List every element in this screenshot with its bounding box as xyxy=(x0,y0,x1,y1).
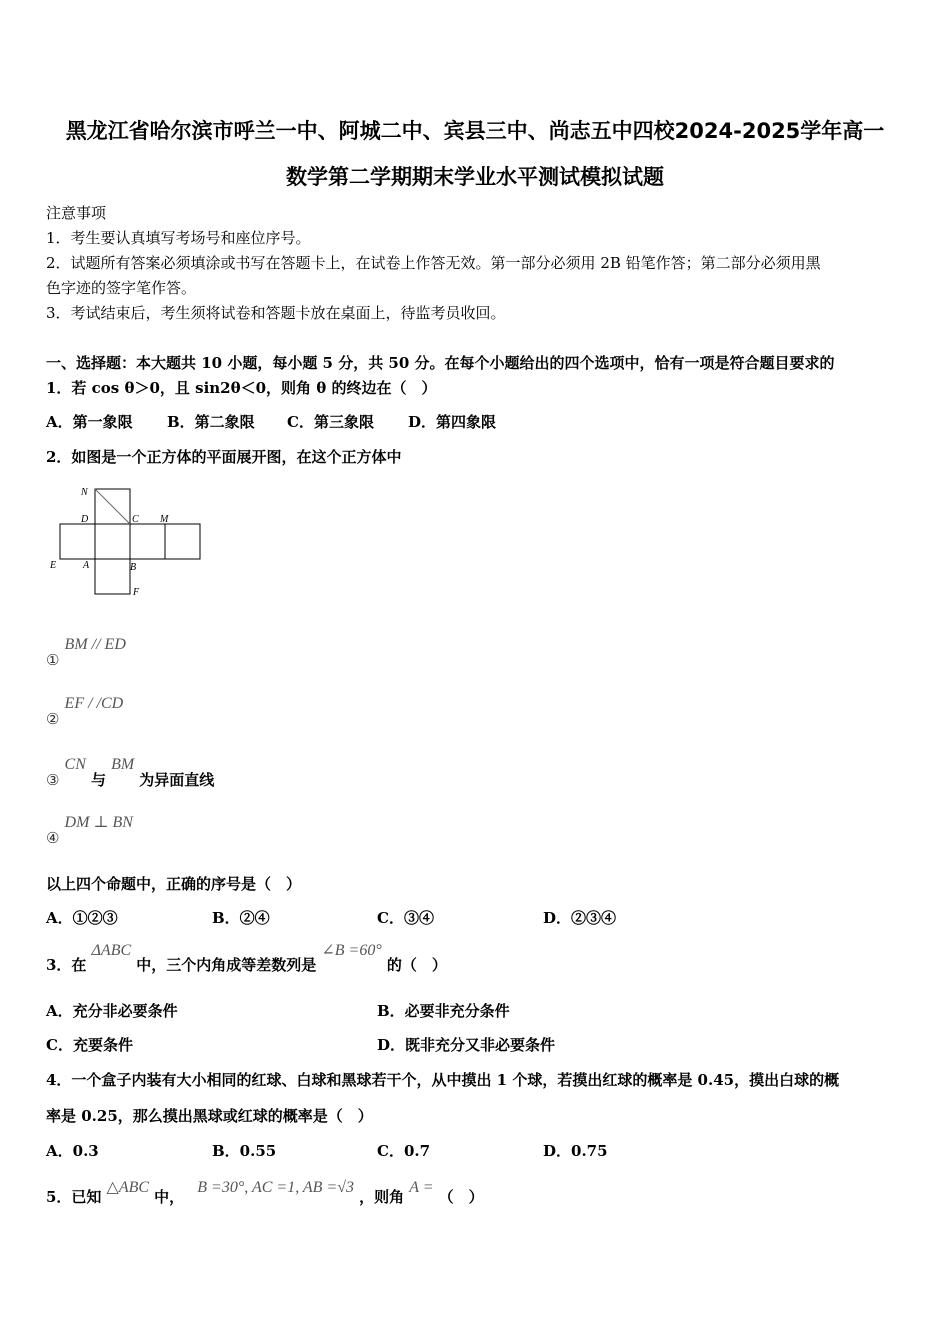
proposition-4 xyxy=(46,812,133,847)
prop-number: ④ xyxy=(46,829,60,847)
net-square xyxy=(130,524,165,559)
q3-math-angle: ∠B =60° xyxy=(321,942,382,959)
q2-ask: 以上四个命题中，正确的序号是（ ） xyxy=(46,875,302,893)
label-c: C xyxy=(132,514,139,525)
q5-post-2: （ ） xyxy=(438,1188,484,1206)
prop-math-2: BM xyxy=(111,756,135,773)
notice-item: 色字迹的签字笔作答。 xyxy=(46,279,197,297)
prop-number: ② xyxy=(46,710,60,728)
proposition-1 xyxy=(46,634,126,669)
label-n: N xyxy=(81,487,88,498)
proposition-3 xyxy=(46,753,215,789)
q5-math-given: B =30°, AC =1, AB =√3 xyxy=(197,1179,355,1196)
proposition-2 xyxy=(46,693,124,728)
q1-option-b: B．第二象限 xyxy=(167,413,255,431)
title-line-2: 数学第二学期期末学业水平测试模拟试题 xyxy=(286,165,664,189)
q3-mid: 中，三个内角成等差数列是 xyxy=(136,956,317,974)
prop-math: BM // ED xyxy=(64,636,126,653)
q3-pre: 3．在 xyxy=(46,956,87,974)
q2-stem: 2．如图是一个正方体的平面展开图，在这个正方体中 xyxy=(46,448,402,466)
q3-math-triangle: ΔABC xyxy=(91,942,132,959)
notice-item: 2．试题所有答案必须填涂或书写在答题卡上，在试卷上作答无效。第一部分必须用 2B 铅笔作答；第二部分必须用黑 xyxy=(46,254,821,272)
q3-post: 的（ ） xyxy=(386,956,447,974)
label-f: F xyxy=(133,587,140,598)
q1-option-a: A．第一象限 xyxy=(46,413,133,431)
cube-net-figure xyxy=(46,480,216,605)
q3-option-a: A．充分非必要条件 xyxy=(46,1002,178,1020)
q3-option-c: C．充要条件 xyxy=(46,1036,133,1054)
prop-number: ① xyxy=(46,651,60,669)
prop-math: DM ⊥ BN xyxy=(64,814,133,831)
label-b: B xyxy=(130,562,137,573)
q4-stem-line-1: 4．一个盒子内装有大小相同的红球、白球和黑球若干个，从中摸出 1 个球，若摸出红球的概率是 0.45，摸出白球的概 xyxy=(46,1071,840,1089)
prop-text: 为异面直线 xyxy=(139,771,215,789)
q2-option-a: A．①②③ xyxy=(46,909,118,927)
q5-math-triangle: △ABC xyxy=(106,1179,150,1196)
q5-mid: 中， xyxy=(154,1188,185,1206)
label-e: E xyxy=(50,560,57,571)
q4-option-d: D．0.75 xyxy=(543,1142,608,1160)
q1-option-c: C．第三象限 xyxy=(287,413,374,431)
q3-stem xyxy=(46,939,447,974)
diagonal-nc xyxy=(95,489,130,524)
q5-post-1: ，则角 xyxy=(359,1188,405,1206)
label-a: A xyxy=(83,560,90,571)
net-square xyxy=(95,524,130,559)
prop-math: CN xyxy=(64,756,86,773)
q5-pre: 5．已知 xyxy=(46,1188,102,1206)
q3-option-b: B．必要非充分条件 xyxy=(377,1002,510,1020)
label-m: M xyxy=(160,514,169,525)
q3-option-d: D．既非充分又非必要条件 xyxy=(377,1036,556,1054)
label-d: D xyxy=(81,514,89,525)
net-square xyxy=(95,559,130,594)
title-line-1: 黑龙江省哈尔滨市呼兰一中、阿城二中、宾县三中、尚志五中四校2024-2025学年高一 xyxy=(65,119,885,143)
prop-connector: 与 xyxy=(90,771,106,789)
q2-option-b: B．②④ xyxy=(212,909,270,927)
notice-heading: 注意事项 xyxy=(46,204,107,222)
net-square xyxy=(165,524,200,559)
q4-option-b: B．0.55 xyxy=(212,1142,277,1160)
q2-option-d: D．②③④ xyxy=(543,909,617,927)
section-heading: 一、选择题：本大题共 10 小题，每小题 5 分，共 50 分。在每个小题给出的四个选项中，恰有一项是符合题目要求的 xyxy=(46,354,835,372)
q1-option-d: D．第四象限 xyxy=(408,413,497,431)
notice-item: 3．考试结束后，考生须将试卷和答题卡放在桌面上，待监考员收回。 xyxy=(46,304,506,322)
q1-stem: 1．若 cos θ＞0，且 sin2θ＜0，则角 θ 的终边在（ ） xyxy=(46,379,437,397)
notice-item: 1．考生要认真填写考场号和座位序号。 xyxy=(46,229,311,247)
q2-option-c: C．③④ xyxy=(377,909,434,927)
prop-math: EF / /CD xyxy=(64,695,124,712)
q5-math-angle-a: A = xyxy=(409,1179,434,1196)
q5-stem xyxy=(46,1176,484,1206)
prop-number: ③ xyxy=(46,771,60,789)
q4-option-c: C．0.7 xyxy=(377,1142,431,1160)
q4-stem-line-2: 率是 0.25，那么摸出黑球或红球的概率是（ ） xyxy=(46,1107,373,1125)
net-square xyxy=(60,524,95,559)
q4-option-a: A．0.3 xyxy=(46,1142,99,1160)
